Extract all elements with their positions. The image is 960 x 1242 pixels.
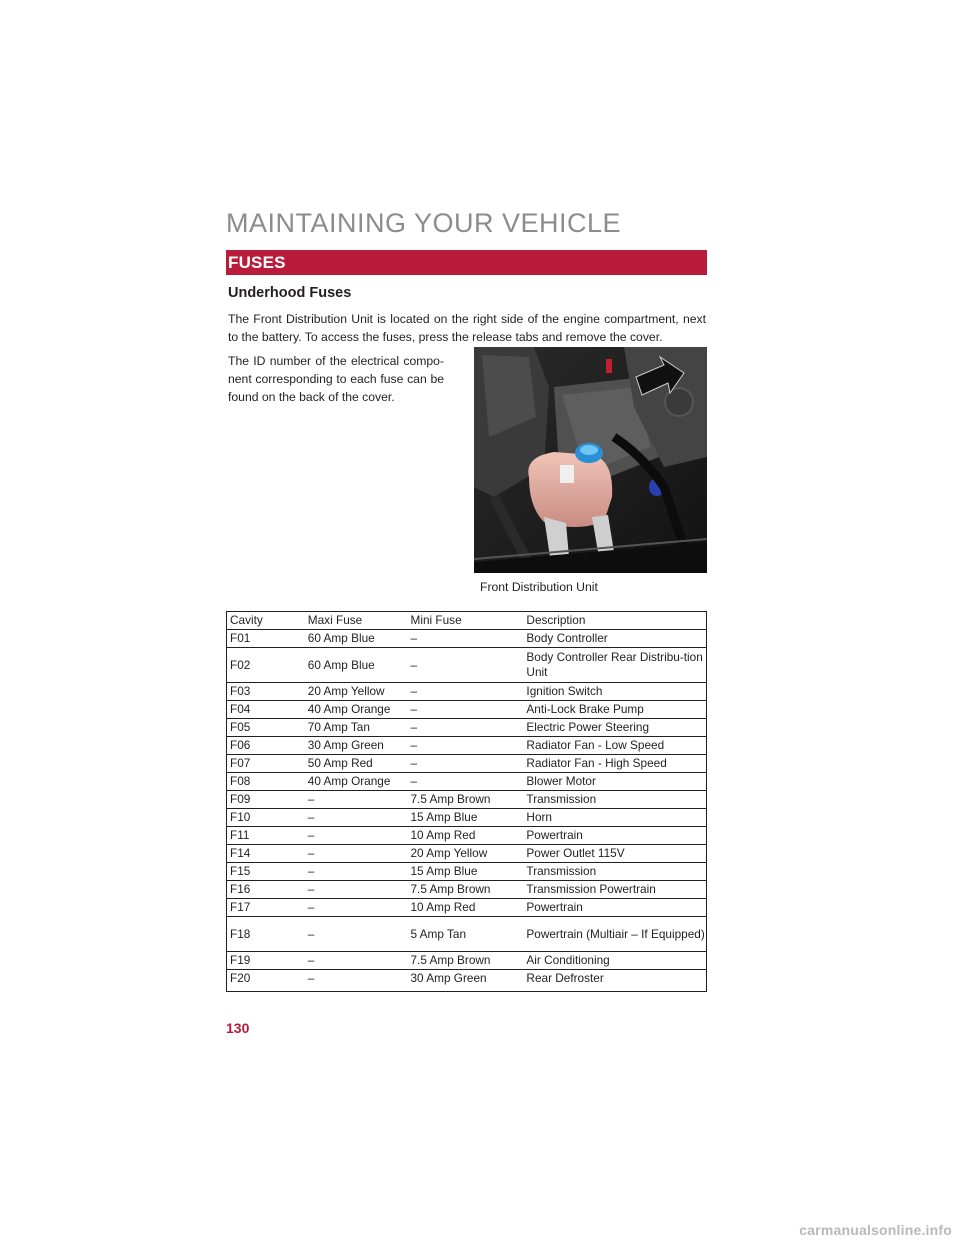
cell-cavity: F16	[227, 881, 305, 899]
cell-mini-fuse: 7.5 Amp Brown	[408, 952, 524, 970]
cell-mini-fuse: 20 Amp Yellow	[408, 845, 524, 863]
cell-description: Radiator Fan - Low Speed	[523, 737, 706, 755]
column-header-maxi-fuse: Maxi Fuse	[305, 612, 408, 630]
table-header-row	[227, 612, 707, 630]
table-row	[227, 845, 707, 863]
figure-caption: Front Distribution Unit	[480, 580, 598, 594]
cell-cavity: F15	[227, 863, 305, 881]
cell-mini-fuse: 10 Amp Red	[408, 827, 524, 845]
cell-mini-fuse: –	[408, 719, 524, 737]
cell-cavity: F05	[227, 719, 305, 737]
cell-maxi-fuse: 40 Amp Orange	[305, 773, 408, 791]
cell-maxi-fuse: –	[305, 970, 408, 992]
cell-maxi-fuse: –	[305, 917, 408, 952]
cell-cavity: F20	[227, 970, 305, 992]
front-distribution-unit-photo	[474, 347, 707, 573]
table-row	[227, 755, 707, 773]
cell-maxi-fuse: –	[305, 791, 408, 809]
intro-paragraph: The Front Distribution Unit is located on the right side of the engine compartment, next to the battery. To access the fuses, press the release tabs and remove the cover.	[228, 312, 706, 344]
table-row	[227, 737, 707, 755]
cell-maxi-fuse: 30 Amp Green	[305, 737, 408, 755]
section-bar	[226, 250, 707, 275]
fuse-table-body	[227, 630, 707, 992]
table-row	[227, 881, 707, 899]
cell-maxi-fuse: –	[305, 952, 408, 970]
cell-mini-fuse: 30 Amp Green	[408, 970, 524, 992]
cell-mini-fuse: 7.5 Amp Brown	[408, 791, 524, 809]
cell-description: Anti-Lock Brake Pump	[523, 701, 706, 719]
cell-mini-fuse: 15 Amp Blue	[408, 863, 524, 881]
cell-mini-fuse: 5 Amp Tan	[408, 917, 524, 952]
watermark: carmanualsonline.info	[799, 1222, 952, 1238]
cell-maxi-fuse: –	[305, 827, 408, 845]
cell-maxi-fuse: 40 Amp Orange	[305, 701, 408, 719]
table-row	[227, 648, 707, 683]
cell-cavity: F06	[227, 737, 305, 755]
chapter-title: MAINTAINING YOUR VEHICLE	[226, 208, 622, 238]
column-header-cavity: Cavity	[227, 612, 305, 630]
cell-description: Ignition Switch	[523, 683, 706, 701]
subsection-title: Underhood Fuses	[228, 285, 352, 301]
cell-mini-fuse: –	[408, 737, 524, 755]
table-row	[227, 899, 707, 917]
cell-description: Power Outlet 115V	[523, 845, 706, 863]
page-number: 130	[226, 1020, 250, 1036]
cell-description: Powertrain (Multiair – If Equipped)	[523, 917, 706, 952]
cell-cavity: F18	[227, 917, 305, 952]
cell-description: Radiator Fan - High Speed	[523, 755, 706, 773]
cell-description: Body Controller Rear Distribu-tion Unit	[523, 648, 706, 683]
cell-cavity: F01	[227, 630, 305, 648]
id-number-paragraph: The ID number of the electrical compo-nent corresponding to each fuse can be found on the back of the cover.	[228, 354, 444, 404]
cell-maxi-fuse: –	[305, 809, 408, 827]
cell-mini-fuse: 10 Amp Red	[408, 899, 524, 917]
cell-mini-fuse: 7.5 Amp Brown	[408, 881, 524, 899]
cell-cavity: F11	[227, 827, 305, 845]
table-row	[227, 809, 707, 827]
table-row	[227, 970, 707, 992]
table-row	[227, 791, 707, 809]
cell-description: Transmission	[523, 791, 706, 809]
cell-mini-fuse: –	[408, 755, 524, 773]
column-header-description: Description	[523, 612, 706, 630]
cell-description: Powertrain	[523, 899, 706, 917]
cell-maxi-fuse: 20 Amp Yellow	[305, 683, 408, 701]
column-header-mini-fuse: Mini Fuse	[408, 612, 524, 630]
cell-description: Blower Motor	[523, 773, 706, 791]
cell-cavity: F10	[227, 809, 305, 827]
cell-mini-fuse: –	[408, 701, 524, 719]
cell-cavity: F17	[227, 899, 305, 917]
cell-maxi-fuse: –	[305, 881, 408, 899]
cell-maxi-fuse: –	[305, 863, 408, 881]
section-title: FUSES	[228, 253, 286, 272]
cell-mini-fuse: –	[408, 630, 524, 648]
table-row	[227, 773, 707, 791]
cell-description: Transmission	[523, 863, 706, 881]
cell-maxi-fuse: 60 Amp Blue	[305, 630, 408, 648]
fuse-table	[226, 611, 707, 992]
cell-description: Horn	[523, 809, 706, 827]
cell-maxi-fuse: 50 Amp Red	[305, 755, 408, 773]
table-row	[227, 719, 707, 737]
cell-description: Transmission Powertrain	[523, 881, 706, 899]
cell-maxi-fuse: 60 Amp Blue	[305, 648, 408, 683]
cell-description: Rear Defroster	[523, 970, 706, 992]
table-row	[227, 701, 707, 719]
cell-maxi-fuse: 70 Amp Tan	[305, 719, 408, 737]
cell-description: Air Conditioning	[523, 952, 706, 970]
table-row	[227, 863, 707, 881]
cell-cavity: F02	[227, 648, 305, 683]
cell-description: Powertrain	[523, 827, 706, 845]
table-row	[227, 952, 707, 970]
cell-description: Electric Power Steering	[523, 719, 706, 737]
table-row	[227, 630, 707, 648]
cell-cavity: F14	[227, 845, 305, 863]
cell-cavity: F08	[227, 773, 305, 791]
cell-cavity: F03	[227, 683, 305, 701]
cell-mini-fuse: 15 Amp Blue	[408, 809, 524, 827]
cell-mini-fuse: –	[408, 648, 524, 683]
cell-maxi-fuse: –	[305, 899, 408, 917]
table-row	[227, 827, 707, 845]
cell-cavity: F09	[227, 791, 305, 809]
cell-mini-fuse: –	[408, 683, 524, 701]
cell-cavity: F19	[227, 952, 305, 970]
table-row	[227, 683, 707, 701]
cell-cavity: F04	[227, 701, 305, 719]
cell-description: Body Controller	[523, 630, 706, 648]
cell-cavity: F07	[227, 755, 305, 773]
cell-maxi-fuse: –	[305, 845, 408, 863]
cell-mini-fuse: –	[408, 773, 524, 791]
table-row	[227, 917, 707, 952]
